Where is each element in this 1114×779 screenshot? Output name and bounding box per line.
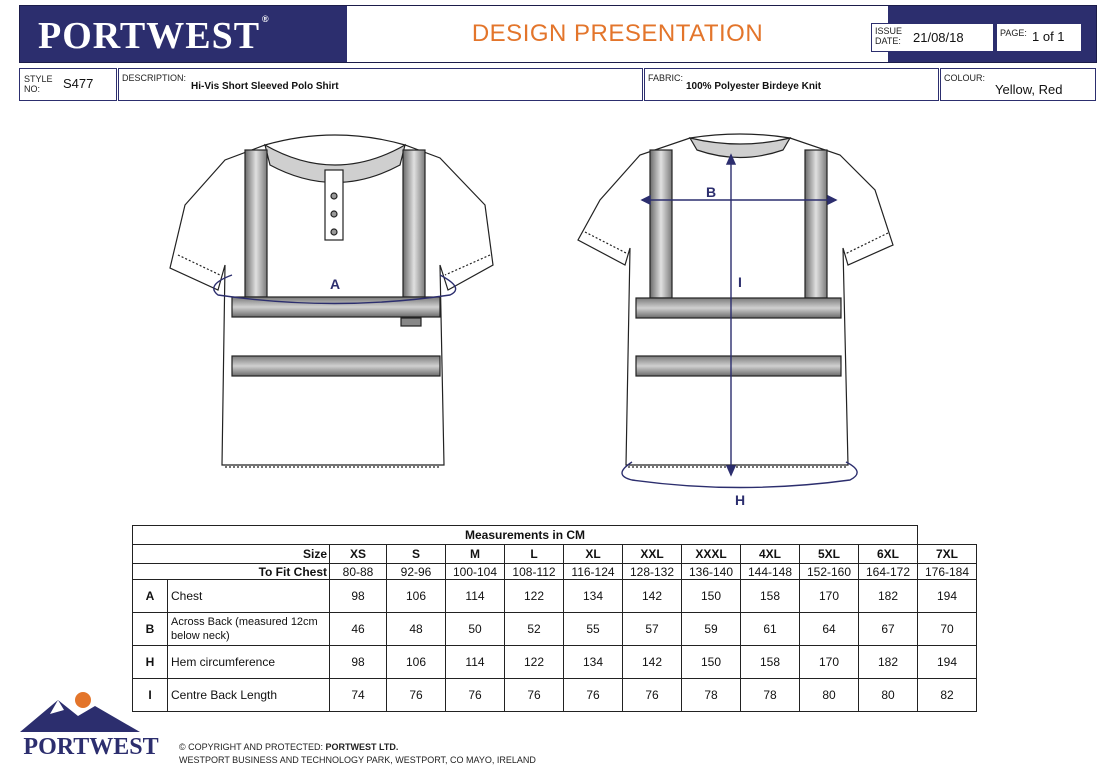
fit-chest-cell: 152-160 bbox=[800, 564, 859, 580]
colour-box bbox=[940, 68, 1096, 101]
measure-label-h: H bbox=[734, 492, 746, 508]
table-cell: 64 bbox=[800, 613, 859, 646]
fabric-box bbox=[644, 68, 939, 101]
fit-chest-cell: 92-96 bbox=[387, 564, 446, 580]
fit-chest-cell: 128-132 bbox=[623, 564, 682, 580]
row-code: H bbox=[133, 646, 168, 679]
fit-chest-row bbox=[133, 564, 977, 580]
row-description: Chest bbox=[168, 580, 330, 613]
size-header: L bbox=[505, 545, 564, 564]
size-header: 5XL bbox=[800, 545, 859, 564]
size-header: XXL bbox=[623, 545, 682, 564]
table-cell: 114 bbox=[446, 580, 505, 613]
table-cell: 122 bbox=[505, 580, 564, 613]
table-cell: 82 bbox=[918, 679, 977, 712]
footer-address: WESTPORT BUSINESS AND TECHNOLOGY PARK, WESTPORT, CO MAYO, IRELAND bbox=[179, 755, 536, 765]
table-cell: 150 bbox=[682, 580, 741, 613]
size-header: XXXL bbox=[682, 545, 741, 564]
size-header: 4XL bbox=[741, 545, 800, 564]
footer-copyright: © COPYRIGHT AND PROTECTED: PORTWEST LTD. WESTPORT BUSINESS AND TECHNOLOGY PARK, WESTPORT, CO MAYO, IRELAND bbox=[179, 742, 536, 765]
front-view-shirt bbox=[170, 135, 493, 467]
measure-label-i: I bbox=[738, 274, 742, 290]
description-value: Hi-Vis Short Sleeved Polo Shirt bbox=[191, 81, 339, 92]
table-cell: 67 bbox=[859, 613, 918, 646]
measurement-table bbox=[132, 525, 977, 712]
fit-chest-cell: 80-88 bbox=[330, 564, 387, 580]
issue-date-box bbox=[871, 23, 994, 52]
table-cell: 106 bbox=[387, 580, 446, 613]
issue-date-label: ISSUE DATE: bbox=[875, 26, 903, 46]
style-label: STYLE NO: bbox=[24, 74, 53, 94]
table-cell: 158 bbox=[741, 580, 800, 613]
table-cell: 142 bbox=[623, 646, 682, 679]
table-row bbox=[133, 580, 977, 613]
fabric-value: 100% Polyester Birdeye Knit bbox=[686, 81, 822, 92]
description-box bbox=[118, 68, 643, 101]
page-box bbox=[996, 23, 1082, 52]
table-row bbox=[133, 613, 977, 646]
table-cell: 78 bbox=[682, 679, 741, 712]
table-row bbox=[133, 646, 977, 679]
table-cell: 98 bbox=[330, 646, 387, 679]
table-cell: 76 bbox=[564, 679, 623, 712]
fit-chest-label: To Fit Chest bbox=[133, 564, 330, 580]
fit-chest-cell: 100-104 bbox=[446, 564, 505, 580]
table-cell: 52 bbox=[505, 613, 564, 646]
table-cell: 134 bbox=[564, 646, 623, 679]
size-label: Size bbox=[133, 545, 330, 564]
size-header: XL bbox=[564, 545, 623, 564]
table-cell: 50 bbox=[446, 613, 505, 646]
fabric-label: FABRIC: bbox=[648, 73, 684, 83]
table-cell: 55 bbox=[564, 613, 623, 646]
table-cell: 80 bbox=[859, 679, 918, 712]
table-cell: 76 bbox=[446, 679, 505, 712]
row-code: A bbox=[133, 580, 168, 613]
table-cell: 76 bbox=[623, 679, 682, 712]
table-cell: 170 bbox=[800, 580, 859, 613]
table-cell: 98 bbox=[330, 580, 387, 613]
table-cell: 134 bbox=[564, 580, 623, 613]
page-value: 1 of 1 bbox=[1032, 29, 1065, 44]
fit-chest-cell: 164-172 bbox=[859, 564, 918, 580]
table-cell: 46 bbox=[330, 613, 387, 646]
table-row bbox=[133, 679, 977, 712]
fit-chest-cell: 116-124 bbox=[564, 564, 623, 580]
table-cell: 59 bbox=[682, 613, 741, 646]
table-cell: 170 bbox=[800, 646, 859, 679]
row-description: Across Back (measured 12cm below neck) bbox=[168, 613, 330, 646]
table-cell: 122 bbox=[505, 646, 564, 679]
table-cell: 61 bbox=[741, 613, 800, 646]
table-cell: 182 bbox=[859, 580, 918, 613]
table-cell: 182 bbox=[859, 646, 918, 679]
table-cell: 78 bbox=[741, 679, 800, 712]
table-cell: 48 bbox=[387, 613, 446, 646]
measure-label-a: A bbox=[329, 276, 341, 292]
row-description: Centre Back Length bbox=[168, 679, 330, 712]
table-cell: 158 bbox=[741, 646, 800, 679]
brand-logo: PORTWEST ® bbox=[38, 14, 270, 57]
issue-date-value: 21/08/18 bbox=[913, 30, 964, 45]
table-cell: 150 bbox=[682, 646, 741, 679]
size-row bbox=[133, 545, 977, 564]
size-header: XS bbox=[330, 545, 387, 564]
description-label: DESCRIPTION: bbox=[122, 73, 187, 83]
size-header: S bbox=[387, 545, 446, 564]
table-cell: 80 bbox=[800, 679, 859, 712]
measure-label-b: B bbox=[705, 184, 717, 200]
row-code: I bbox=[133, 679, 168, 712]
page-label: PAGE: bbox=[1000, 28, 1027, 38]
table-cell: 142 bbox=[623, 580, 682, 613]
sun-icon bbox=[75, 692, 91, 708]
row-code: B bbox=[133, 613, 168, 646]
table-cell: 76 bbox=[387, 679, 446, 712]
fit-chest-cell: 108-112 bbox=[505, 564, 564, 580]
header-bar bbox=[19, 5, 1097, 63]
fit-chest-cell: 176-184 bbox=[918, 564, 977, 580]
size-header: 7XL bbox=[918, 545, 977, 564]
table-cell: 194 bbox=[918, 580, 977, 613]
doc-type-title: DESIGN PRESENTATION bbox=[471, 20, 764, 47]
style-box bbox=[19, 68, 117, 101]
back-view-shirt bbox=[578, 134, 893, 467]
footer-brand-logo bbox=[20, 688, 162, 768]
table-cell: 106 bbox=[387, 646, 446, 679]
fit-chest-cell: 144-148 bbox=[741, 564, 800, 580]
table-title: Measurements in CM bbox=[133, 526, 918, 545]
table-cell: 74 bbox=[330, 679, 387, 712]
garment-drawings bbox=[0, 100, 1114, 520]
colour-value: Yellow, Red bbox=[995, 82, 1063, 97]
colour-label: COLOUR: bbox=[944, 73, 986, 83]
table-cell: 76 bbox=[505, 679, 564, 712]
table-cell: 57 bbox=[623, 613, 682, 646]
row-description: Hem circumference bbox=[168, 646, 330, 679]
table-cell: 114 bbox=[446, 646, 505, 679]
table-cell: 194 bbox=[918, 646, 977, 679]
fit-chest-cell: 136-140 bbox=[682, 564, 741, 580]
size-header: M bbox=[446, 545, 505, 564]
style-number: S477 bbox=[63, 76, 94, 91]
doc-type-panel bbox=[347, 6, 888, 62]
size-header: 6XL bbox=[859, 545, 918, 564]
table-cell: 70 bbox=[918, 613, 977, 646]
footer-brand: PORTWEST bbox=[23, 734, 159, 760]
